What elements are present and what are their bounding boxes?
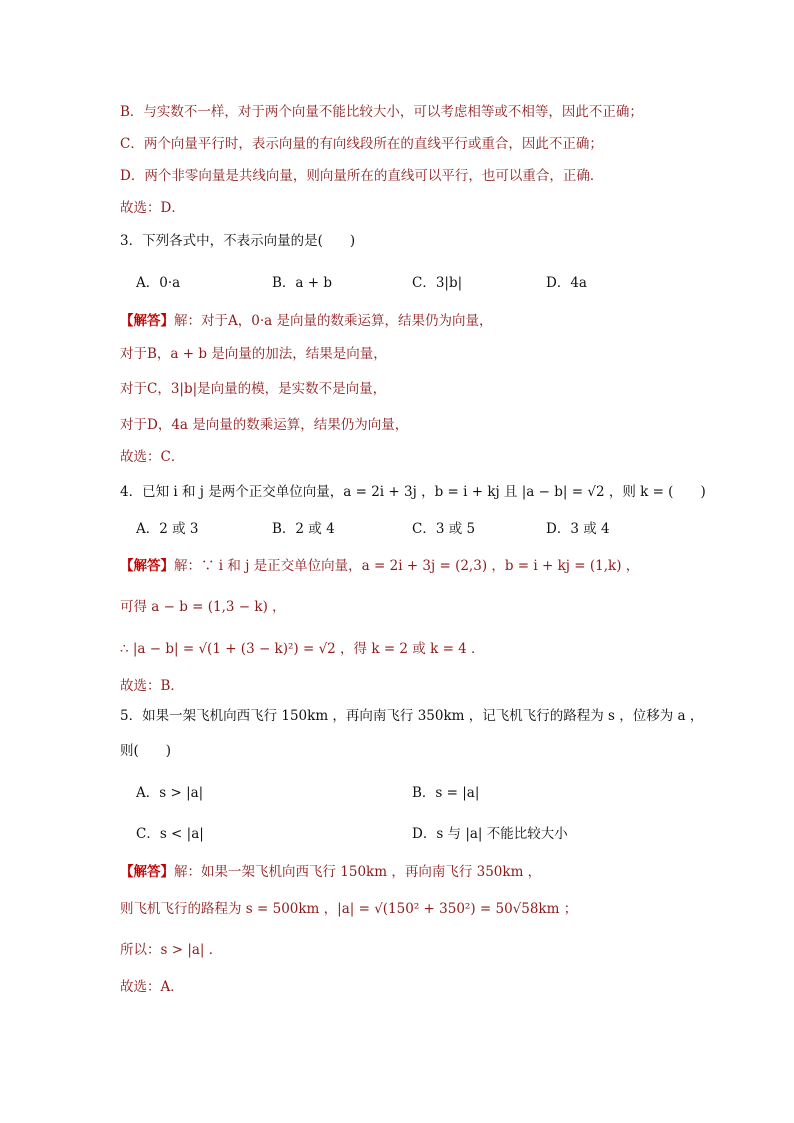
explanation-line-c: C．两个向量平行时，表示向量的有向线段所在的直线平行或重合，因此不正确； bbox=[120, 136, 603, 152]
answer-text: 解：如果一架飞机向西飞行 150km ，再向南飞行 350km ， bbox=[174, 864, 542, 880]
answer-5-line-3: 所以：s > |a| ． bbox=[120, 942, 223, 958]
answer-tag: 【解答】 bbox=[120, 864, 174, 880]
answer-4-line-1 bbox=[120, 556, 734, 576]
answer-text: 解：∵ i 和 j 是正交单位向量，a = 2i + 3j = (2,3) ，b = i + kj = (1,k) ， bbox=[174, 558, 640, 574]
q4-option-d: D．3 或 4 bbox=[546, 521, 610, 537]
q4-option-c: C．3 或 5 bbox=[412, 521, 476, 537]
answer-3-line-2: 对于B，a + b 是向量的加法，结果是向量， bbox=[120, 346, 387, 362]
explanation-line-b: B．与实数不一样，对于两个向量不能比较大小，可以考虑相等或不相等，因此不正确； bbox=[120, 104, 643, 120]
q5-option-d: D．s 与 |a| 不能比较大小 bbox=[412, 826, 568, 842]
answer-4-line-3: ∴ |a − b| = √(1 + (3 − k)²) = √2 ，得 k = 2 或 k = 4 ． bbox=[120, 641, 485, 657]
question-5-stem-2: 则( ) bbox=[120, 743, 172, 759]
answer-3-line-3: 对于C，3|b|是向量的模，是实数不是向量， bbox=[120, 381, 387, 397]
answer-3-line-4: 对于D，4a 是向量的数乘运算，结果仍为向量， bbox=[120, 417, 409, 433]
question-4-stem: 4．已知 i 和 j 是两个正交单位向量，a = 2i + 3j ，b = i + kj 且 |a − b| = √2 ，则 k = ( ) bbox=[120, 484, 706, 500]
answer-tag: 【解答】 bbox=[120, 558, 174, 574]
q4-option-b: B．2 或 4 bbox=[272, 521, 335, 537]
answer-text: 解：对于A，0·a 是向量的数乘运算，结果仍为向量， bbox=[174, 313, 493, 329]
answer-3-line-1 bbox=[120, 311, 734, 331]
q3-option-b: B．a + b bbox=[272, 275, 333, 291]
question-3-stem: 3．下列各式中，不表示向量的是( ) bbox=[120, 233, 356, 249]
conclusion-line: 故选：D． bbox=[120, 200, 185, 216]
answer-5-line-2: 则飞机飞行的路程为 s = 500km ，|a| = √(150² + 350²) = 50√58km ； bbox=[120, 901, 578, 917]
answer-4-line-4: 故选：B． bbox=[120, 678, 184, 694]
q3-option-d: D．4a bbox=[546, 275, 587, 291]
q3-option-a: A．0·a bbox=[136, 275, 181, 291]
explanation-line-d: D．两个非零向量是共线向量，则向量所在的直线可以平行，也可以重合，正确． bbox=[120, 168, 604, 184]
answer-5-line-1 bbox=[120, 862, 734, 882]
q5-option-b: B．s = |a| bbox=[412, 785, 480, 801]
q3-option-c: C．3|b| bbox=[412, 275, 463, 291]
answer-3-line-5: 故选：C． bbox=[120, 449, 185, 465]
answer-4-line-2: 可得 a − b = (1,3 − k) ， bbox=[120, 599, 286, 615]
answer-5-line-4: 故选：A． bbox=[120, 979, 184, 995]
question-5-stem-1: 5．如果一架飞机向西飞行 150km ，再向南飞行 350km ，记飞机飞行的路程为 s ，位移为 a ， bbox=[120, 708, 704, 724]
answer-tag: 【解答】 bbox=[120, 313, 174, 329]
q5-option-c: C．s < |a| bbox=[136, 826, 204, 842]
q5-option-a: A．s > |a| bbox=[136, 785, 204, 801]
q4-option-a: A．2 或 3 bbox=[136, 521, 199, 537]
